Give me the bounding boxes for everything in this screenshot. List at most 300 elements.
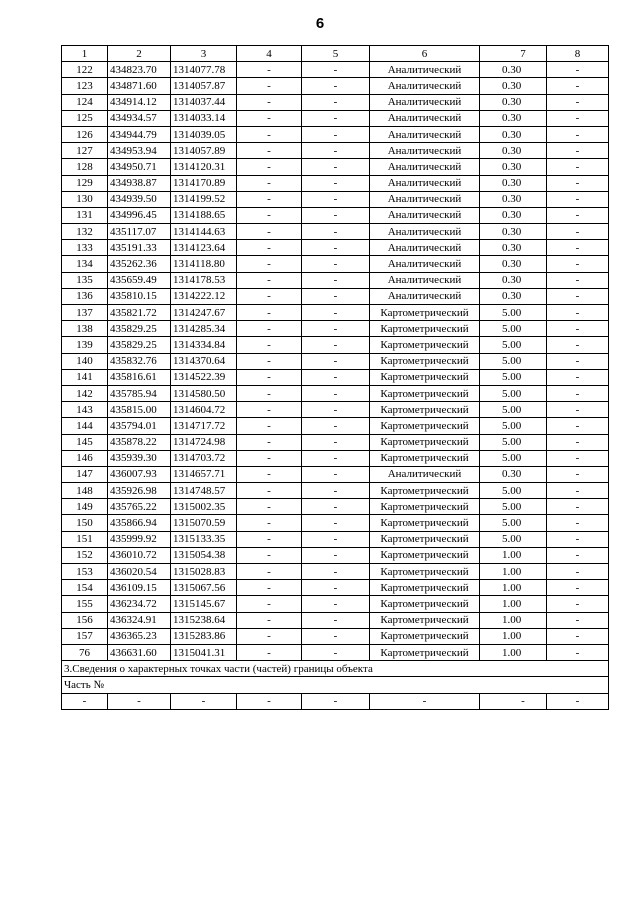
table-cell: 435117.07 xyxy=(108,224,171,240)
table-cell: Аналитический xyxy=(370,159,480,175)
table-cell: 122 xyxy=(62,62,108,78)
table-row xyxy=(62,499,609,515)
table-cell: - xyxy=(547,353,609,369)
table-cell: 435829.25 xyxy=(108,321,171,337)
table-cell: 145 xyxy=(62,434,108,450)
table-cell: - xyxy=(237,126,302,142)
table-cell: - xyxy=(237,515,302,531)
table-cell: - xyxy=(370,693,480,709)
table-cell: - xyxy=(237,143,302,159)
table-cell: - xyxy=(237,596,302,612)
table-cell: - xyxy=(237,434,302,450)
table-cell: 156 xyxy=(62,612,108,628)
table-row xyxy=(62,126,609,142)
table-cell: - xyxy=(302,434,370,450)
table-cell: 436010.72 xyxy=(108,547,171,563)
table-cell: - xyxy=(547,191,609,207)
table-cell: 436324.91 xyxy=(108,612,171,628)
table-cell: Картометрический xyxy=(370,305,480,321)
table-cell: 1314170.89 xyxy=(171,175,237,191)
table-cell: 0.30 xyxy=(480,175,547,191)
table-cell: 1315070.59 xyxy=(171,515,237,531)
table-cell: 1314580.50 xyxy=(171,385,237,401)
table-cell: - xyxy=(237,94,302,110)
table-row xyxy=(62,531,609,547)
table-cell: 434953.94 xyxy=(108,143,171,159)
table-cell: 130 xyxy=(62,191,108,207)
table-header-row xyxy=(62,46,609,62)
table-cell: 0.30 xyxy=(480,110,547,126)
table-cell: 436234.72 xyxy=(108,596,171,612)
table-cell: - xyxy=(302,483,370,499)
table-cell: 148 xyxy=(62,483,108,499)
table-cell: 1314604.72 xyxy=(171,402,237,418)
table-cell: 5.00 xyxy=(480,385,547,401)
table-cell: - xyxy=(237,402,302,418)
table-cell: 153 xyxy=(62,564,108,580)
table-cell: 131 xyxy=(62,207,108,223)
table-cell: 152 xyxy=(62,547,108,563)
page-number: 6 xyxy=(315,15,325,32)
table-cell: - xyxy=(547,628,609,644)
table-row xyxy=(62,564,609,580)
table-cell: Аналитический xyxy=(370,62,480,78)
table-cell: 1314703.72 xyxy=(171,450,237,466)
table-cell: 434939.50 xyxy=(108,191,171,207)
table-cell: Картометрический xyxy=(370,580,480,596)
table-cell: Картометрический xyxy=(370,353,480,369)
table-cell: 5.00 xyxy=(480,321,547,337)
table-cell: 5.00 xyxy=(480,418,547,434)
table-cell: - xyxy=(547,272,609,288)
table-cell: - xyxy=(302,207,370,223)
table-cell: Картометрический xyxy=(370,434,480,450)
table-row xyxy=(62,224,609,240)
table-cell: 1314285.34 xyxy=(171,321,237,337)
table-cell: - xyxy=(302,547,370,563)
table-cell: - xyxy=(547,110,609,126)
table-cell: Аналитический xyxy=(370,466,480,482)
table-row xyxy=(62,78,609,94)
table-cell: 435832.76 xyxy=(108,353,171,369)
table-cell: Картометрический xyxy=(370,628,480,644)
table-cell: - xyxy=(237,175,302,191)
table-cell: 1315145.67 xyxy=(171,596,237,612)
table-row xyxy=(62,143,609,159)
table-cell: - xyxy=(302,175,370,191)
table-cell: 0.30 xyxy=(480,256,547,272)
table-cell: 1315238.64 xyxy=(171,612,237,628)
table-cell: 151 xyxy=(62,531,108,547)
table-cell: Аналитический xyxy=(370,240,480,256)
table-cell: 0.30 xyxy=(480,240,547,256)
section-title-text: 3.Сведения о характерных точках части (частей) границы объекта xyxy=(62,661,609,677)
table-row xyxy=(62,369,609,385)
table-cell: - xyxy=(547,418,609,434)
table-cell: 1314057.89 xyxy=(171,143,237,159)
table-cell: 1315002.35 xyxy=(171,499,237,515)
table-cell: Картометрический xyxy=(370,402,480,418)
table-cell: 434944.79 xyxy=(108,126,171,142)
table-cell: 4 xyxy=(237,46,302,62)
table-cell: - xyxy=(547,321,609,337)
table-cell: Картометрический xyxy=(370,515,480,531)
table-cell: - xyxy=(547,78,609,94)
table-cell: 0.30 xyxy=(480,94,547,110)
table-cell: - xyxy=(302,369,370,385)
table-cell: 435926.98 xyxy=(108,483,171,499)
table-cell: - xyxy=(547,385,609,401)
table-cell: - xyxy=(302,418,370,434)
table-cell: Аналитический xyxy=(370,175,480,191)
table-row xyxy=(62,515,609,531)
table-cell: - xyxy=(547,450,609,466)
table-cell: 127 xyxy=(62,143,108,159)
table-cell: - xyxy=(237,337,302,353)
empty-row xyxy=(62,693,609,709)
table-cell: - xyxy=(547,434,609,450)
table-cell: 135 xyxy=(62,272,108,288)
table-cell: Картометрический xyxy=(370,499,480,515)
table-cell: 123 xyxy=(62,78,108,94)
table-cell: 1314247.67 xyxy=(171,305,237,321)
table-cell: Аналитический xyxy=(370,288,480,304)
table-cell: 1.00 xyxy=(480,612,547,628)
table-cell: - xyxy=(302,240,370,256)
table-cell: 435939.30 xyxy=(108,450,171,466)
table-row xyxy=(62,402,609,418)
table-cell: 0.30 xyxy=(480,62,547,78)
table-cell: Картометрический xyxy=(370,369,480,385)
table-cell: 146 xyxy=(62,450,108,466)
table-cell: - xyxy=(547,143,609,159)
table-cell: - xyxy=(547,159,609,175)
table-cell: Аналитический xyxy=(370,143,480,159)
table-cell: - xyxy=(237,531,302,547)
table-cell: - xyxy=(302,337,370,353)
table-cell: 434914.12 xyxy=(108,94,171,110)
table-cell: - xyxy=(547,207,609,223)
table-row xyxy=(62,580,609,596)
table-cell: 136 xyxy=(62,288,108,304)
table-cell: 150 xyxy=(62,515,108,531)
table-cell: - xyxy=(547,224,609,240)
table-cell: - xyxy=(302,466,370,482)
table-cell: 435794.01 xyxy=(108,418,171,434)
table-cell: 1315283.86 xyxy=(171,628,237,644)
table-cell: - xyxy=(302,531,370,547)
table-cell: Аналитический xyxy=(370,191,480,207)
table-cell: - xyxy=(547,337,609,353)
table-cell: - xyxy=(237,353,302,369)
table-cell: 0.30 xyxy=(480,143,547,159)
table-cell: 435191.33 xyxy=(108,240,171,256)
table-cell: - xyxy=(302,78,370,94)
table-cell: Картометрический xyxy=(370,483,480,499)
table-cell: 1314033.14 xyxy=(171,110,237,126)
table-cell: - xyxy=(547,580,609,596)
table-cell: - xyxy=(302,191,370,207)
table-cell: 5.00 xyxy=(480,450,547,466)
table-cell: 0.30 xyxy=(480,466,547,482)
table-row xyxy=(62,62,609,78)
table-cell: 1314199.52 xyxy=(171,191,237,207)
table-cell: - xyxy=(302,515,370,531)
table-cell: 6 xyxy=(370,46,480,62)
table-row xyxy=(62,596,609,612)
table-cell: 435816.61 xyxy=(108,369,171,385)
table-cell: 132 xyxy=(62,224,108,240)
boundary-points-table xyxy=(61,45,609,710)
table-cell: - xyxy=(547,515,609,531)
table-cell: 435765.22 xyxy=(108,499,171,515)
table-cell: - xyxy=(237,644,302,660)
table-cell: 435785.94 xyxy=(108,385,171,401)
table-cell: 1315067.56 xyxy=(171,580,237,596)
table-cell: - xyxy=(237,628,302,644)
table-cell: 1.00 xyxy=(480,564,547,580)
table-cell: Аналитический xyxy=(370,256,480,272)
table-cell: - xyxy=(302,288,370,304)
table-cell: - xyxy=(237,564,302,580)
table-cell: - xyxy=(302,564,370,580)
table-cell: - xyxy=(237,547,302,563)
table-cell: 1314188.65 xyxy=(171,207,237,223)
table-row xyxy=(62,288,609,304)
table-row xyxy=(62,483,609,499)
table-cell: 1314178.53 xyxy=(171,272,237,288)
table-cell: 1314123.64 xyxy=(171,240,237,256)
table-cell: Картометрический xyxy=(370,547,480,563)
table-cell: - xyxy=(237,256,302,272)
table-cell: - xyxy=(547,369,609,385)
table-cell: 0.30 xyxy=(480,78,547,94)
table-cell: - xyxy=(302,94,370,110)
table-cell: 126 xyxy=(62,126,108,142)
table-cell: 0.30 xyxy=(480,159,547,175)
table-cell: 155 xyxy=(62,596,108,612)
table-cell: - xyxy=(237,305,302,321)
table-cell: - xyxy=(237,224,302,240)
table-cell: 0.30 xyxy=(480,126,547,142)
table-cell: 140 xyxy=(62,353,108,369)
table-cell: - xyxy=(237,466,302,482)
table-cell: - xyxy=(547,288,609,304)
table-cell: - xyxy=(547,240,609,256)
table-cell: 1314057.87 xyxy=(171,78,237,94)
table-cell: 128 xyxy=(62,159,108,175)
table-cell: - xyxy=(547,693,609,709)
table-cell: - xyxy=(237,321,302,337)
table-cell: - xyxy=(237,207,302,223)
table-cell: 8 xyxy=(547,46,609,62)
table-row xyxy=(62,191,609,207)
table-cell: - xyxy=(547,305,609,321)
table-cell: 1315028.83 xyxy=(171,564,237,580)
table-cell: 1314334.84 xyxy=(171,337,237,353)
table-cell: 434871.60 xyxy=(108,78,171,94)
table-cell: - xyxy=(302,256,370,272)
table-row xyxy=(62,94,609,110)
table-cell: - xyxy=(302,110,370,126)
table-cell: - xyxy=(302,353,370,369)
table-cell: 142 xyxy=(62,385,108,401)
table-cell: 435810.15 xyxy=(108,288,171,304)
table-cell: - xyxy=(547,402,609,418)
table-cell: 5.00 xyxy=(480,434,547,450)
table-cell: - xyxy=(237,288,302,304)
table-cell: 1314039.05 xyxy=(171,126,237,142)
table-cell: 1314120.31 xyxy=(171,159,237,175)
table-cell: 1314077.78 xyxy=(171,62,237,78)
table-cell: 1.00 xyxy=(480,628,547,644)
table-cell: Картометрический xyxy=(370,564,480,580)
table-row xyxy=(62,110,609,126)
table-cell: 1314717.72 xyxy=(171,418,237,434)
table-cell: Картометрический xyxy=(370,612,480,628)
table-cell: 133 xyxy=(62,240,108,256)
table-cell: - xyxy=(302,596,370,612)
table-cell: 0.30 xyxy=(480,207,547,223)
table-cell: 7 xyxy=(480,46,547,62)
table-cell: - xyxy=(547,612,609,628)
table-cell: - xyxy=(62,693,108,709)
table-cell: 1.00 xyxy=(480,644,547,660)
table-cell: 1314724.98 xyxy=(171,434,237,450)
table-row xyxy=(62,466,609,482)
table-cell: - xyxy=(237,418,302,434)
table-cell: - xyxy=(547,94,609,110)
table-cell: 138 xyxy=(62,321,108,337)
table-cell: 436365.23 xyxy=(108,628,171,644)
table-cell: 149 xyxy=(62,499,108,515)
table-cell: 434950.71 xyxy=(108,159,171,175)
table-cell: Аналитический xyxy=(370,110,480,126)
table-cell: Картометрический xyxy=(370,531,480,547)
table-cell: 434996.45 xyxy=(108,207,171,223)
table-cell: - xyxy=(547,564,609,580)
table-cell: - xyxy=(302,272,370,288)
table-row xyxy=(62,353,609,369)
table-cell: 1 xyxy=(62,46,108,62)
table-cell: - xyxy=(547,531,609,547)
table-cell: 144 xyxy=(62,418,108,434)
table-cell: - xyxy=(547,256,609,272)
table-cell: 76 xyxy=(62,644,108,660)
table-cell: 0.30 xyxy=(480,288,547,304)
table-cell: 157 xyxy=(62,628,108,644)
table-cell: 137 xyxy=(62,305,108,321)
table-cell: 5.00 xyxy=(480,337,547,353)
table-cell: 436631.60 xyxy=(108,644,171,660)
table-cell: - xyxy=(237,385,302,401)
table-cell: - xyxy=(302,693,370,709)
table-cell: 5.00 xyxy=(480,515,547,531)
table-cell: - xyxy=(302,580,370,596)
table-cell: - xyxy=(237,78,302,94)
table-row xyxy=(62,628,609,644)
table-cell: - xyxy=(547,62,609,78)
table-cell: Аналитический xyxy=(370,126,480,142)
table-row xyxy=(62,434,609,450)
table-row xyxy=(62,612,609,628)
table-cell: 5.00 xyxy=(480,369,547,385)
table-cell: 434934.57 xyxy=(108,110,171,126)
table-cell: - xyxy=(302,62,370,78)
table-cell: - xyxy=(237,62,302,78)
table-cell: Картометрический xyxy=(370,337,480,353)
table-cell: 125 xyxy=(62,110,108,126)
table-cell: 5 xyxy=(302,46,370,62)
table-cell: - xyxy=(237,693,302,709)
table-row xyxy=(62,547,609,563)
table-row xyxy=(62,207,609,223)
table-cell: 1.00 xyxy=(480,580,547,596)
table-cell: 435821.72 xyxy=(108,305,171,321)
table-cell: 436020.54 xyxy=(108,564,171,580)
table-cell: - xyxy=(547,466,609,482)
table-cell: 1314657.71 xyxy=(171,466,237,482)
table-row xyxy=(62,337,609,353)
table-cell: 435829.25 xyxy=(108,337,171,353)
table-cell: - xyxy=(302,644,370,660)
table-cell: - xyxy=(480,693,547,709)
table-cell: Картометрический xyxy=(370,644,480,660)
table-cell: 436109.15 xyxy=(108,580,171,596)
table-cell: 3 xyxy=(171,46,237,62)
table-cell: - xyxy=(171,693,237,709)
table-cell: - xyxy=(302,499,370,515)
table-cell: Картометрический xyxy=(370,450,480,466)
table-row xyxy=(62,321,609,337)
table-cell: - xyxy=(547,175,609,191)
table-cell: - xyxy=(302,143,370,159)
table-cell: 434823.70 xyxy=(108,62,171,78)
table-cell: - xyxy=(108,693,171,709)
table-cell: 143 xyxy=(62,402,108,418)
table-row xyxy=(62,385,609,401)
table-cell: - xyxy=(302,126,370,142)
section-title xyxy=(62,661,609,677)
table-cell: 1314370.64 xyxy=(171,353,237,369)
table-row xyxy=(62,450,609,466)
table-cell: - xyxy=(237,369,302,385)
table-cell: 0.30 xyxy=(480,272,547,288)
table-cell: 1315054.38 xyxy=(171,547,237,563)
table-cell: 435262.36 xyxy=(108,256,171,272)
table-cell: Картометрический xyxy=(370,418,480,434)
table-cell: 1.00 xyxy=(480,596,547,612)
table-cell: Картометрический xyxy=(370,596,480,612)
table-cell: - xyxy=(547,547,609,563)
table-cell: - xyxy=(237,110,302,126)
table-cell: 1314222.12 xyxy=(171,288,237,304)
table-cell: - xyxy=(302,321,370,337)
table-cell: - xyxy=(237,159,302,175)
table-cell: 435659.49 xyxy=(108,272,171,288)
table-cell: - xyxy=(547,126,609,142)
table-cell: 141 xyxy=(62,369,108,385)
table-cell: 1314118.80 xyxy=(171,256,237,272)
table-cell: - xyxy=(302,224,370,240)
table-row xyxy=(62,256,609,272)
table-row xyxy=(62,175,609,191)
table-cell: 5.00 xyxy=(480,499,547,515)
table-cell: - xyxy=(302,628,370,644)
table-row xyxy=(62,272,609,288)
table-cell: 435999.92 xyxy=(108,531,171,547)
table-cell: 139 xyxy=(62,337,108,353)
